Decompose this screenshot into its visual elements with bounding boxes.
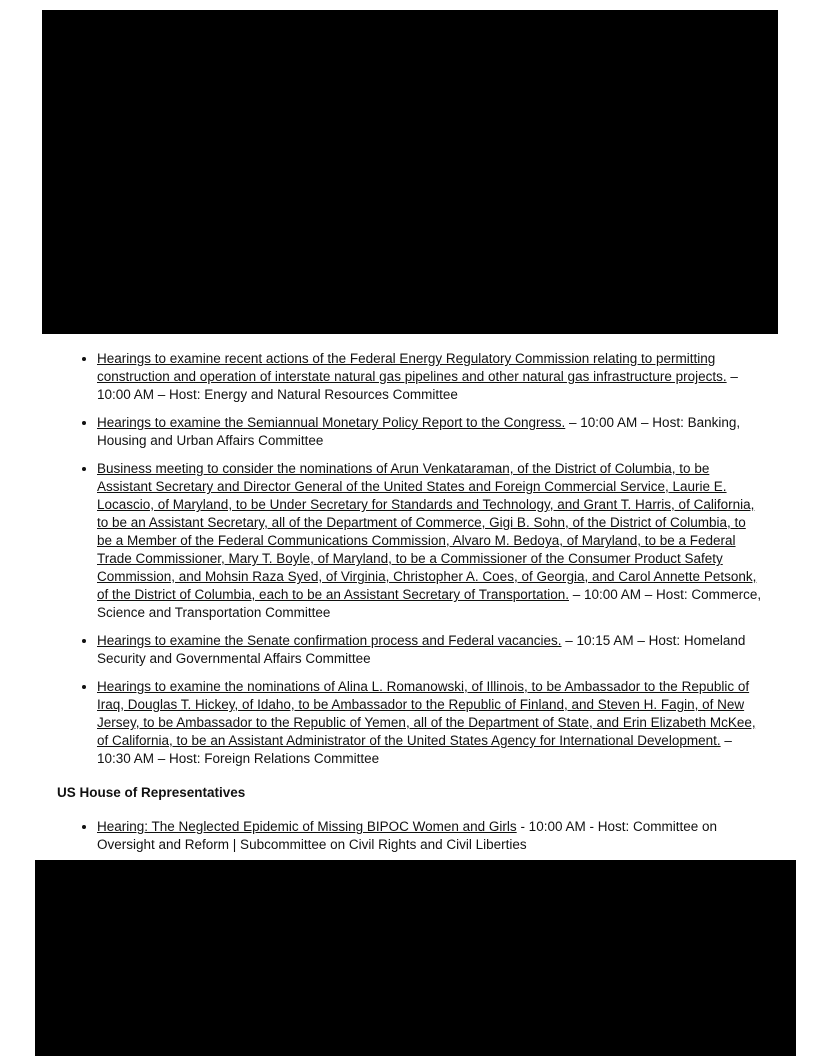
hearing-details: – 10:00 AM – Host: Banking, Housing and Urban Affairs Committee [97, 415, 741, 448]
list-item [97, 678, 762, 768]
hearing-link[interactable]: Business meeting to consider the nominations of Arun Venkataraman, of the District of Columbia, to be Assistant Secretary and Director General of the United States and Foreign Commercial Service, Laurie E. Locascio, of Maryland, to be Under Secretary for Standards and Technology, and Grant T. Harris, of California, to be an Assistant Secretary, all of the Department of Commerce, Gigi B. Sohn, of the District of Columbia, to be a Member of the Federal Communications Commission, Alvaro M. Bedoya, of Maryland, to be a Federal Trade Commissioner, Mary T. Boyle, of Maryland, to be a Commissioner of the Consumer Product Safety Commission, and Mohsin Raza Syed, of Virginia, Christopher A. Coes, of Georgia, and Carol Annette Petsonk, of the District of Columbia, each to be an Assistant Secretary of Transportation. [97, 461, 757, 602]
house-section-heading: US House of Representatives [57, 785, 246, 800]
senate-hearings-list [57, 350, 762, 768]
hearing-link[interactable]: Hearing: The Neglected Epidemic of Missing BIPOC Women and Girls [97, 819, 517, 834]
hearing-link[interactable]: Hearings to examine the Semiannual Monetary Policy Report to the Congress. [97, 415, 566, 430]
redacted-block-top [42, 10, 778, 334]
list-item [97, 632, 762, 668]
house-hearings-list [57, 818, 762, 854]
hearing-link[interactable]: Hearings to examine the nominations of Alina L. Romanowski, of Illinois, to be Ambassador to the Republic of Iraq, Douglas T. Hickey, of Idaho, to be Ambassador to the Republic of Finland, and Steven H. Fagin, of New Jersey, to be Ambassador to the Republic of Yemen, all of the Department of State, and Erin Elizabeth McKee, of California, to be an Assistant Administrator of the United States Agency for International Development. [97, 679, 756, 748]
hearing-link[interactable]: Hearings to examine the Senate confirmation process and Federal vacancies. [97, 633, 562, 648]
hearings-schedule [57, 350, 762, 854]
hearing-details: – 10:30 AM – Host: Foreign Relations Committee [97, 733, 732, 766]
redacted-block-bottom [35, 860, 796, 1056]
list-item [97, 414, 762, 450]
hearing-details: – 10:00 AM – Host: Energy and Natural Resources Committee [97, 369, 738, 402]
hearing-details: – 10:15 AM – Host: Homeland Security and Governmental Affairs Committee [97, 633, 746, 666]
hearing-details: – 10:00 AM – Host: Commerce, Science and Transportation Committee [97, 587, 762, 620]
hearing-details: - 10:00 AM - Host: Committee on Oversight and Reform | Subcommittee on Civil Rights and Civil Liberties [97, 819, 718, 852]
list-item [97, 350, 762, 404]
list-item [97, 460, 762, 622]
hearing-link[interactable]: Hearings to examine recent actions of the Federal Energy Regulatory Commission relating to permitting construction and operation of interstate natural gas pipelines and other natural gas infrastructure projects. [97, 351, 727, 384]
list-item [97, 818, 762, 854]
